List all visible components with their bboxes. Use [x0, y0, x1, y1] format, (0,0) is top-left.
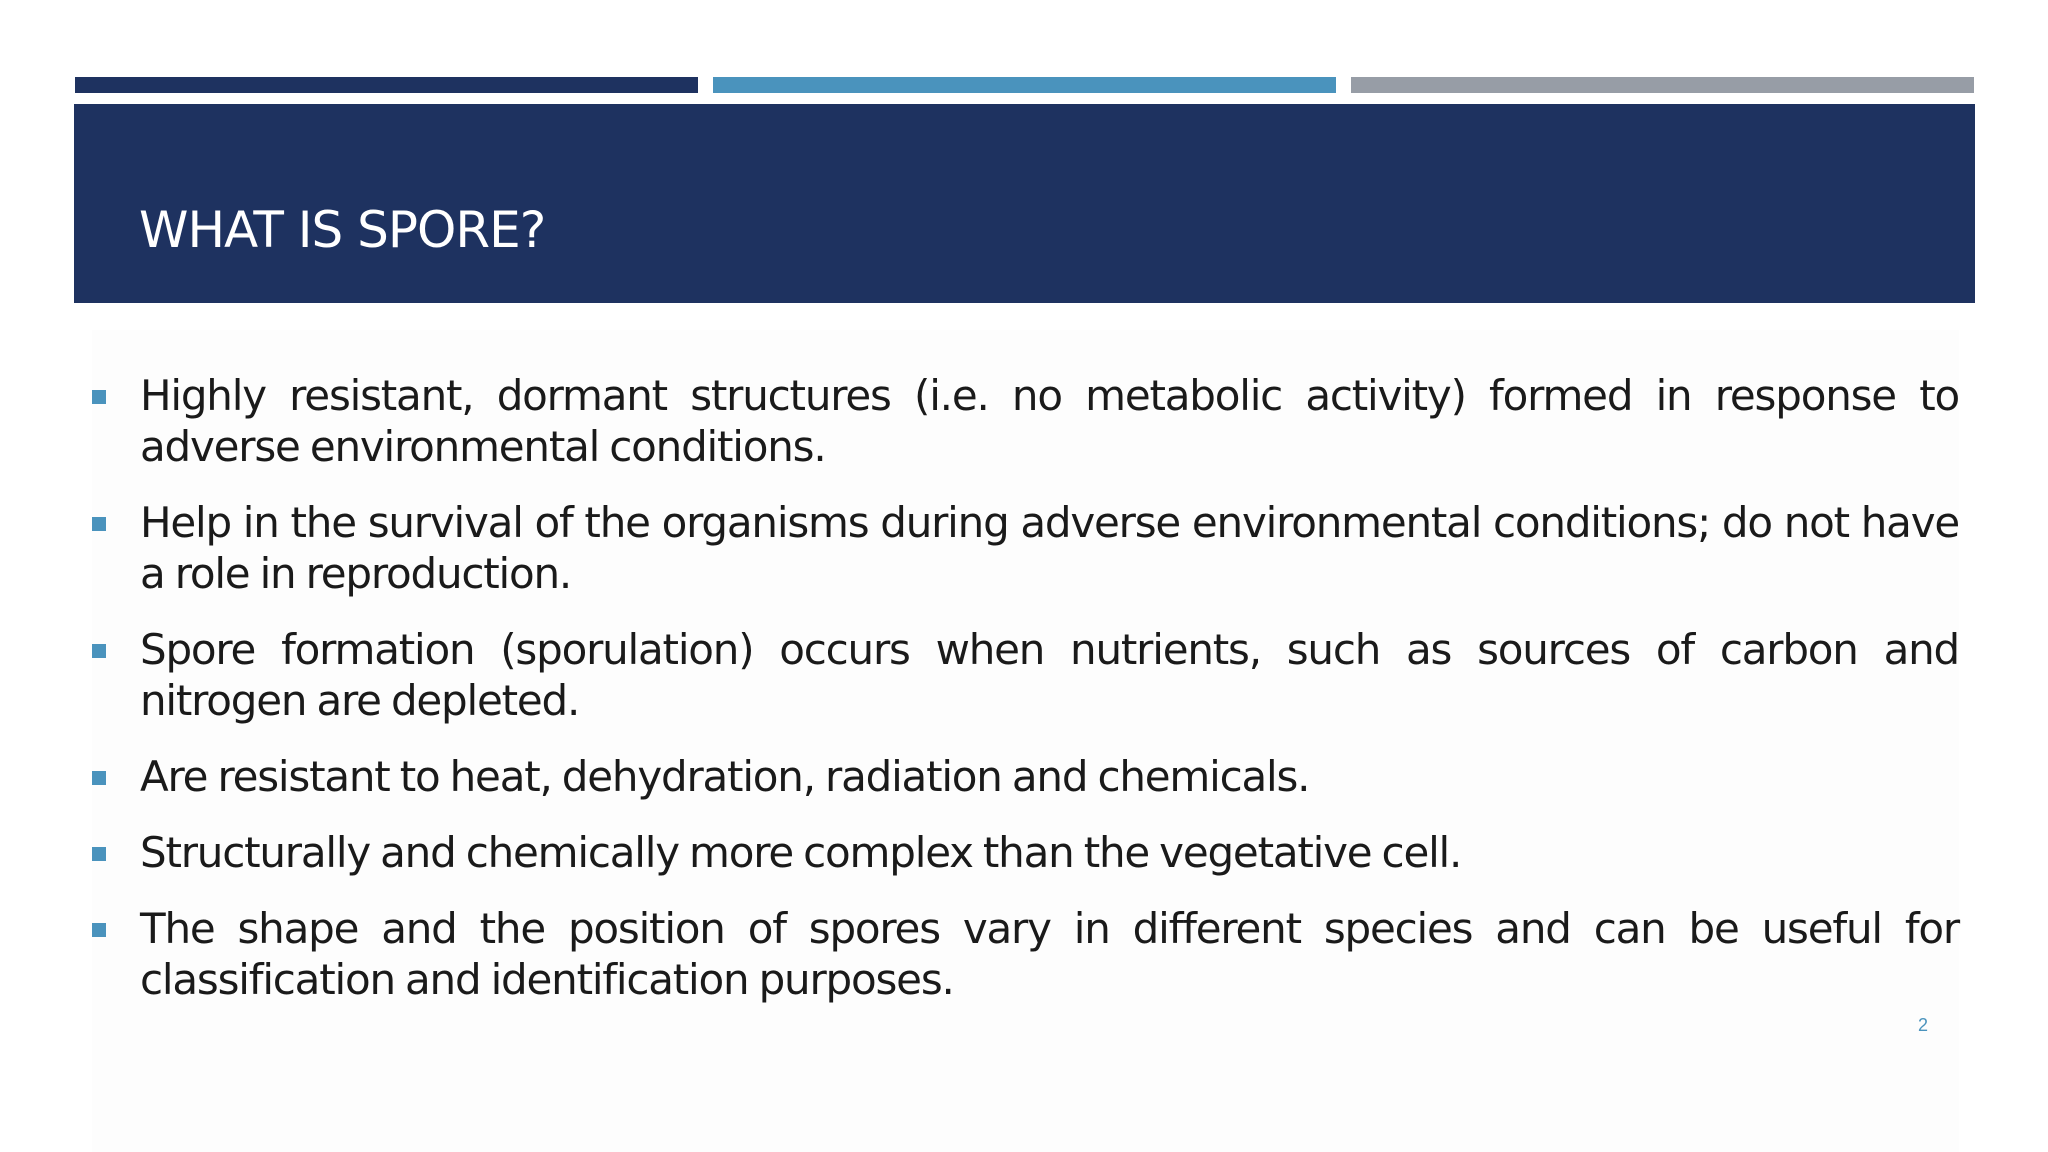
bullet-text: Structurally and chemically more complex than the vegetative cell. [140, 828, 1462, 877]
accent-bar-teal [713, 77, 1336, 93]
bullet-item [92, 827, 1959, 878]
bullet-text: The shape and the position of spores vary in different species and can be useful for classification and identification purposes. [140, 904, 1959, 1004]
bullet-item [92, 751, 1959, 802]
page-number: 2 [1918, 1015, 1929, 1035]
content-area [92, 330, 1959, 1152]
square-bullet-icon [92, 847, 106, 861]
square-bullet-icon [92, 923, 106, 937]
title-band [74, 104, 1975, 303]
slide-title: WHAT IS SPORE? [139, 201, 546, 259]
bullet-text: Are resistant to heat, dehydration, radiation and chemicals. [140, 752, 1310, 801]
bullet-text: Highly resistant, dormant structures (i.e. no metabolic activity) formed in response to adverse environmental conditions. [140, 371, 1959, 471]
bullet-text: Spore formation (sporulation) occurs when nutrients, such as sources of carbon and nitrogen are depleted. [140, 625, 1959, 725]
bullet-text: Help in the survival of the organisms during adverse environmental conditions; do not have a role in reproduction. [140, 498, 1959, 598]
accent-bar-navy [75, 77, 698, 93]
square-bullet-icon [92, 644, 106, 658]
accent-bar-gray [1351, 77, 1974, 93]
bullet-item [92, 370, 1959, 472]
square-bullet-icon [92, 517, 106, 531]
square-bullet-icon [92, 390, 106, 404]
bullet-item [92, 497, 1959, 599]
bullet-item [92, 624, 1959, 726]
square-bullet-icon [92, 771, 106, 785]
bullet-item [92, 903, 1959, 1005]
bullet-list [92, 370, 1959, 1030]
